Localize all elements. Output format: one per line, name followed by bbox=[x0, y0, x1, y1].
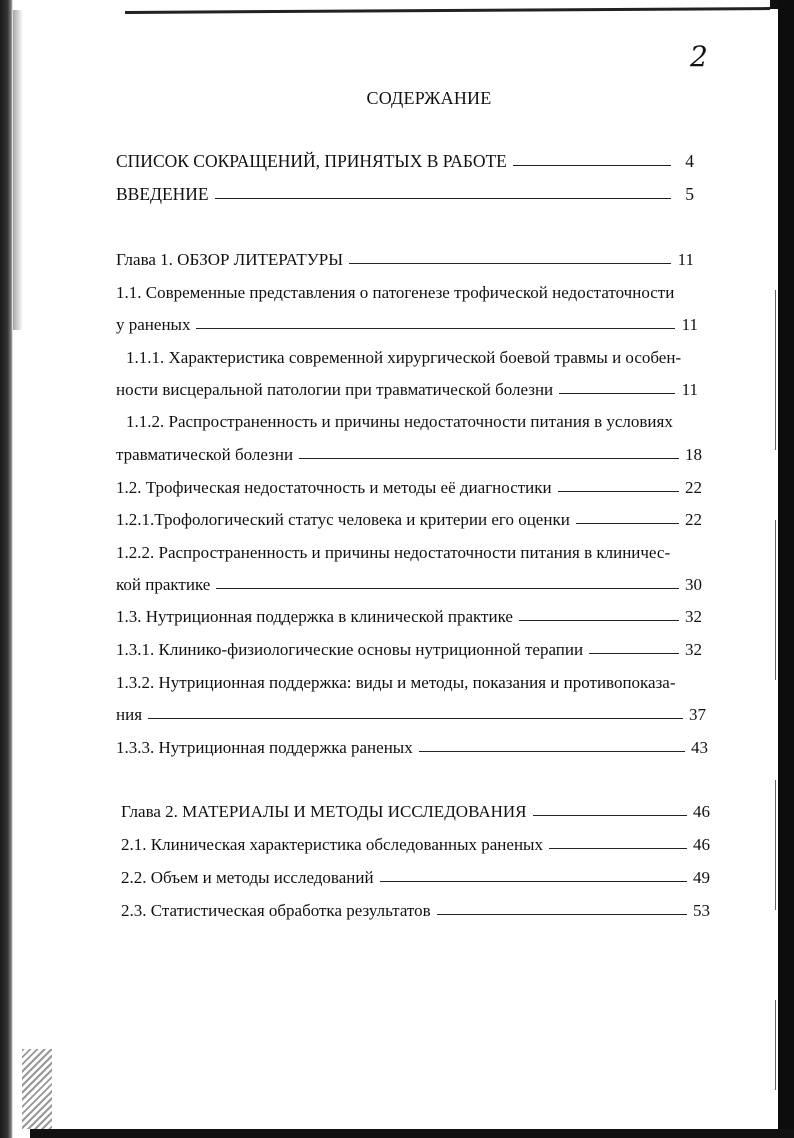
toc-entry-label: 1.3.3. Нутриционная поддержка раненых bbox=[116, 738, 413, 757]
toc-entry[interactable] bbox=[116, 511, 702, 528]
toc-entry-label: 1.3.1. Клинико-физиологические основы нутриционной терапии bbox=[116, 640, 584, 659]
scan-edge-top bbox=[125, 7, 770, 14]
toc-entry-page: 43 bbox=[691, 738, 708, 757]
toc-entry-page: 22 bbox=[685, 510, 702, 529]
toc-entry-label: 1.3. Нутриционная поддержка в клинической практике bbox=[116, 607, 513, 626]
toc-entry-label: кой практике bbox=[116, 575, 211, 594]
toc-entry[interactable] bbox=[116, 576, 702, 593]
toc-entry-page: 18 bbox=[685, 445, 702, 464]
toc-entry-label[interactable]: 1.1.2. Распространенность и причины недостаточности питания в условиях bbox=[126, 412, 673, 431]
toc-entry-label: 1.2.1.Трофологический статус человека и критерии его оценки bbox=[116, 510, 570, 529]
toc-entry-label: 2.3. Статистическая обработка результатов bbox=[121, 901, 431, 920]
toc-chapter[interactable] bbox=[121, 803, 710, 820]
toc-entry-page: 11 bbox=[681, 380, 698, 399]
toc-entry-label: 2.1. Клиническая характеристика обследованных раненых bbox=[121, 835, 543, 854]
toc-entry-label: у раненых bbox=[116, 315, 191, 334]
toc-entry[interactable] bbox=[121, 836, 710, 853]
toc-chapter[interactable] bbox=[116, 251, 694, 268]
toc-leader bbox=[419, 750, 685, 752]
toc-entry-label: ности висцеральной патологии при травматической болезни bbox=[116, 380, 554, 399]
toc-entry[interactable] bbox=[116, 316, 698, 333]
toc-entry-label[interactable]: 1.1.1. Характеристика современной хирургической боевой травмы и особен- bbox=[126, 348, 682, 367]
scan-grain-bottom bbox=[22, 1049, 52, 1129]
scan-edge-right bbox=[778, 0, 794, 1138]
toc-entry-page: 46 bbox=[693, 835, 710, 854]
toc-entry[interactable] bbox=[116, 186, 694, 204]
toc-entry-label: 1.2. Трофическая недостаточность и методы её диагностики bbox=[116, 478, 552, 497]
toc-leader bbox=[589, 652, 679, 654]
toc-entry-label[interactable]: 1.1. Современные представления о патогенезе трофической недостаточности bbox=[116, 283, 675, 302]
toc-leader bbox=[216, 587, 679, 589]
scan-rule-right bbox=[775, 520, 776, 680]
toc-entry[interactable] bbox=[116, 153, 694, 171]
toc-entry-label[interactable]: 1.3.2. Нутриционная поддержка: виды и методы, показания и противопоказа- bbox=[116, 673, 676, 692]
toc-entry[interactable] bbox=[116, 381, 698, 398]
toc-entry-label: ВВЕДЕНИЕ bbox=[116, 184, 209, 204]
scan-rule-right bbox=[775, 780, 776, 910]
scan-shadow-left bbox=[13, 10, 23, 330]
toc-leader bbox=[380, 880, 687, 882]
handwritten-page-number: 2 bbox=[690, 40, 708, 73]
scan-edge-bottom bbox=[30, 1129, 794, 1138]
toc-entry[interactable] bbox=[121, 869, 710, 886]
toc-entry-label: 2.2. Объем и методы исследований bbox=[121, 868, 374, 887]
toc-entry-page: 53 bbox=[693, 901, 710, 920]
toc-entry-label: СПИСОК СОКРАЩЕНИЙ, ПРИНЯТЫХ В РАБОТЕ bbox=[116, 151, 507, 171]
scan-rule-right bbox=[775, 290, 776, 450]
toc-leader bbox=[299, 457, 679, 459]
toc-entry-page: 11 bbox=[681, 315, 698, 334]
page-title: СОДЕРЖАНИЕ bbox=[366, 88, 492, 108]
toc-leader bbox=[559, 392, 675, 394]
toc-entry-label[interactable]: 1.2.2. Распространенность и причины недостаточности питания в клиничес- bbox=[116, 543, 671, 562]
toc-leader bbox=[519, 619, 679, 621]
toc-leader bbox=[148, 717, 683, 719]
toc-leader bbox=[558, 490, 679, 492]
toc-leader bbox=[215, 197, 671, 199]
toc-entry-label: Глава 1. ОБЗОР ЛИТЕРАТУРЫ bbox=[116, 250, 344, 269]
toc-entry-page: 22 bbox=[685, 478, 702, 497]
toc-entry-page: 32 bbox=[685, 640, 702, 659]
toc-leader bbox=[196, 327, 675, 329]
toc-entry[interactable] bbox=[116, 641, 702, 658]
toc-leader bbox=[576, 522, 679, 524]
toc-entry-page: 30 bbox=[685, 575, 702, 594]
toc-entry-label: Глава 2. МАТЕРИАЛЫ И МЕТОДЫ ИССЛЕДОВАНИЯ bbox=[121, 802, 527, 821]
toc-leader bbox=[533, 814, 687, 816]
toc-entry-page: 46 bbox=[693, 802, 710, 821]
toc-entry-page: 37 bbox=[689, 705, 706, 724]
toc-entry-page: 11 bbox=[677, 250, 694, 269]
scan-rule-right bbox=[775, 1000, 776, 1090]
toc-entry-page: 32 bbox=[685, 607, 702, 626]
toc-entry-label: ния bbox=[116, 705, 143, 724]
toc-entry-page: 4 bbox=[685, 151, 694, 171]
toc-leader bbox=[549, 847, 687, 849]
toc-entry[interactable] bbox=[116, 446, 702, 463]
toc-entry[interactable] bbox=[116, 739, 708, 756]
toc-entry-label: травматической болезни bbox=[116, 445, 294, 464]
toc-entry[interactable] bbox=[116, 706, 706, 723]
toc-entry[interactable] bbox=[116, 479, 702, 496]
toc-leader bbox=[513, 164, 671, 166]
toc-entry[interactable] bbox=[116, 608, 702, 625]
toc-entry[interactable] bbox=[121, 902, 710, 919]
toc-entry-page: 49 bbox=[693, 868, 710, 887]
scan-edge-left bbox=[0, 0, 13, 1138]
toc-entry-page: 5 bbox=[685, 184, 694, 204]
toc-leader bbox=[349, 262, 671, 264]
toc-leader bbox=[437, 913, 687, 915]
